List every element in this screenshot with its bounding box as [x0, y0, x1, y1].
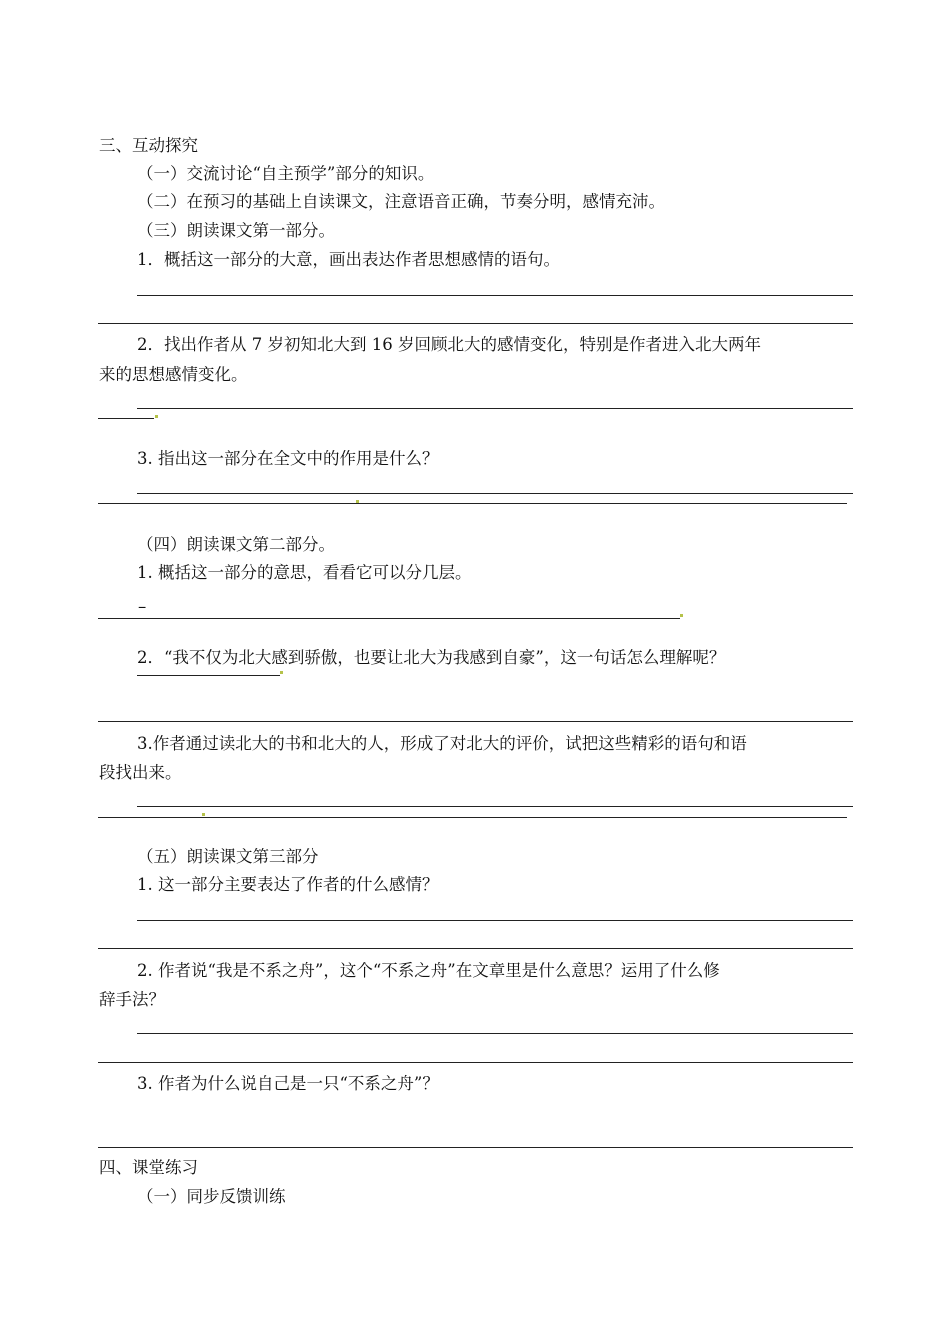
- question-3-1: 1．概括这一部分的大意，画出表达作者思想感情的语句。: [137, 250, 560, 269]
- answer-line: [137, 295, 853, 296]
- question-3-3: 3. 指出这一部分在全文中的作用是什么？: [137, 449, 439, 468]
- section-four-item-1: （一）同步反馈训练: [137, 1187, 286, 1206]
- question-2: （二）在预习的基础上自读课文，注意语音正确，节奏分明，感情充沛。: [137, 192, 665, 211]
- section-three-title: 三、互动探究: [99, 136, 198, 155]
- question-3-2-line-2: 来的思想感情变化。: [99, 365, 248, 384]
- question-5-3: 3. 作者为什么说自己是一只“不系之舟”？: [137, 1074, 439, 1093]
- question-5-2-line-2: 辞手法？: [99, 990, 165, 1009]
- answer-line: [137, 1033, 853, 1034]
- question-5-2-line-1: 2. 作者说“我是不系之舟”，这个“不系之舟”在文章里是什么意思？运用了什么修: [137, 961, 720, 980]
- answer-line: [137, 493, 853, 494]
- answer-line: [98, 418, 154, 419]
- answer-line: [98, 817, 847, 818]
- question-1: （一）交流讨论“自主预学”部分的知识。: [137, 164, 435, 183]
- answer-line: [98, 1147, 853, 1148]
- question-4-3-line-1: 3.作者通过读北大的书和北大的人，形成了对北大的评价，试把这些精彩的语句和语: [137, 734, 747, 753]
- question-5: （五）朗读课文第三部分: [137, 847, 319, 866]
- question-3: （三）朗读课文第一部分。: [137, 221, 335, 240]
- question-4: （四）朗读课文第二部分。: [137, 535, 335, 554]
- answer-line: [137, 920, 853, 921]
- answer-line: [98, 503, 847, 504]
- mark-dot: [280, 671, 283, 674]
- mark-dot: [202, 813, 205, 816]
- mark-dot: [155, 415, 158, 418]
- answer-line: [137, 675, 280, 676]
- question-5-1: 1. 这一部分主要表达了作者的什么感情？: [137, 875, 439, 894]
- question-4-1: 1. 概括这一部分的意思，看看它可以分几层。: [137, 563, 472, 582]
- answer-line: [98, 948, 853, 949]
- question-4-2: 2．“我不仅为北大感到骄傲，也要让北大为我感到自豪”，这一句话怎么理解呢？: [137, 648, 726, 667]
- mark-dot: [680, 614, 683, 617]
- dash-mark: –: [138, 597, 147, 616]
- answer-line: [137, 408, 853, 409]
- section-four-title: 四、课堂练习: [99, 1158, 198, 1177]
- answer-line: [137, 806, 853, 807]
- answer-line: [98, 721, 853, 722]
- question-3-2-line-1: 2．找出作者从 7 岁初知北大到 16 岁回顾北大的感情变化，特别是作者进入北大两年: [137, 335, 761, 354]
- answer-line: [98, 1062, 853, 1063]
- question-4-3-line-2: 段找出来。: [99, 763, 182, 782]
- answer-line: [98, 618, 680, 619]
- mark-dot: [356, 500, 359, 503]
- answer-line: [98, 323, 853, 324]
